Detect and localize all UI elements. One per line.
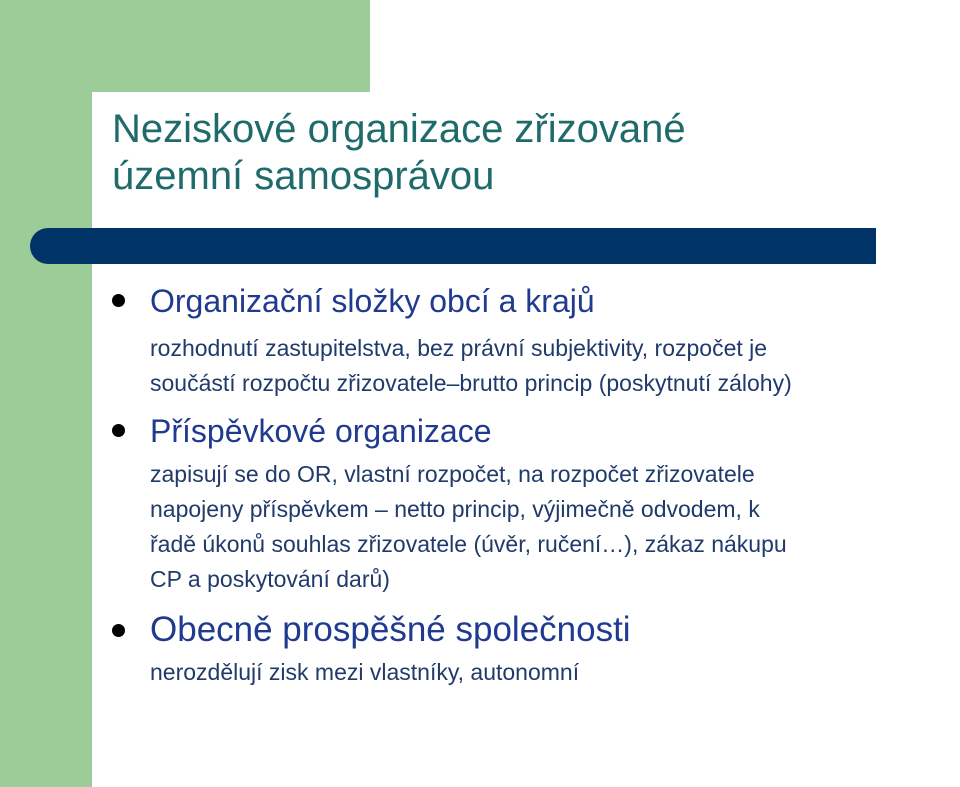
slide-title-line-1: Neziskové organizace zřizované [112,107,686,151]
text-line: součástí rozpočtu zřizovatele–brutto princip (poskytnutí zálohy) [150,370,792,396]
text-line: rozhodnutí zastupitelstva, bez právní subjektivity, rozpočet je [150,335,768,361]
section-heading-prispevkove-organizace: Příspěvkové organizace [150,413,492,449]
text-line: zapisují se do OR, vlastní rozpočet, na rozpočet zřizovatele [150,461,755,487]
text-line: řadě úkonů souhlas zřizovatele (úvěr, ručení…), zákaz nákupu [150,531,787,557]
text-line: napojeny příspěvkem – netto princip, výjimečně odvodem, k [150,496,760,522]
bullet-icon [112,424,125,437]
section-text-prispevkove-organizace [150,457,787,597]
section-text-organizacni-slozky [150,331,792,401]
section-heading-organizacni-slozky: Organizační složky obcí a krajů [150,283,595,319]
text-line: CP a poskytování darů) [150,566,390,592]
text-line: nerozdělují zisk mezi vlastníky, autonomní [150,659,580,685]
section-heading-obecne-prospesne-spolecnosti: Obecně prospěšné společnosti [150,610,631,649]
slide-title [112,106,912,200]
left-green-bar [0,0,92,787]
top-green-block [92,0,370,92]
section-text-obecne-prospesne-spolecnosti [150,655,579,690]
slide-title-line-2: územní samosprávou [112,154,495,198]
bullet-icon [112,294,125,307]
bullet-icon [112,624,125,637]
title-divider-bar [30,228,876,264]
